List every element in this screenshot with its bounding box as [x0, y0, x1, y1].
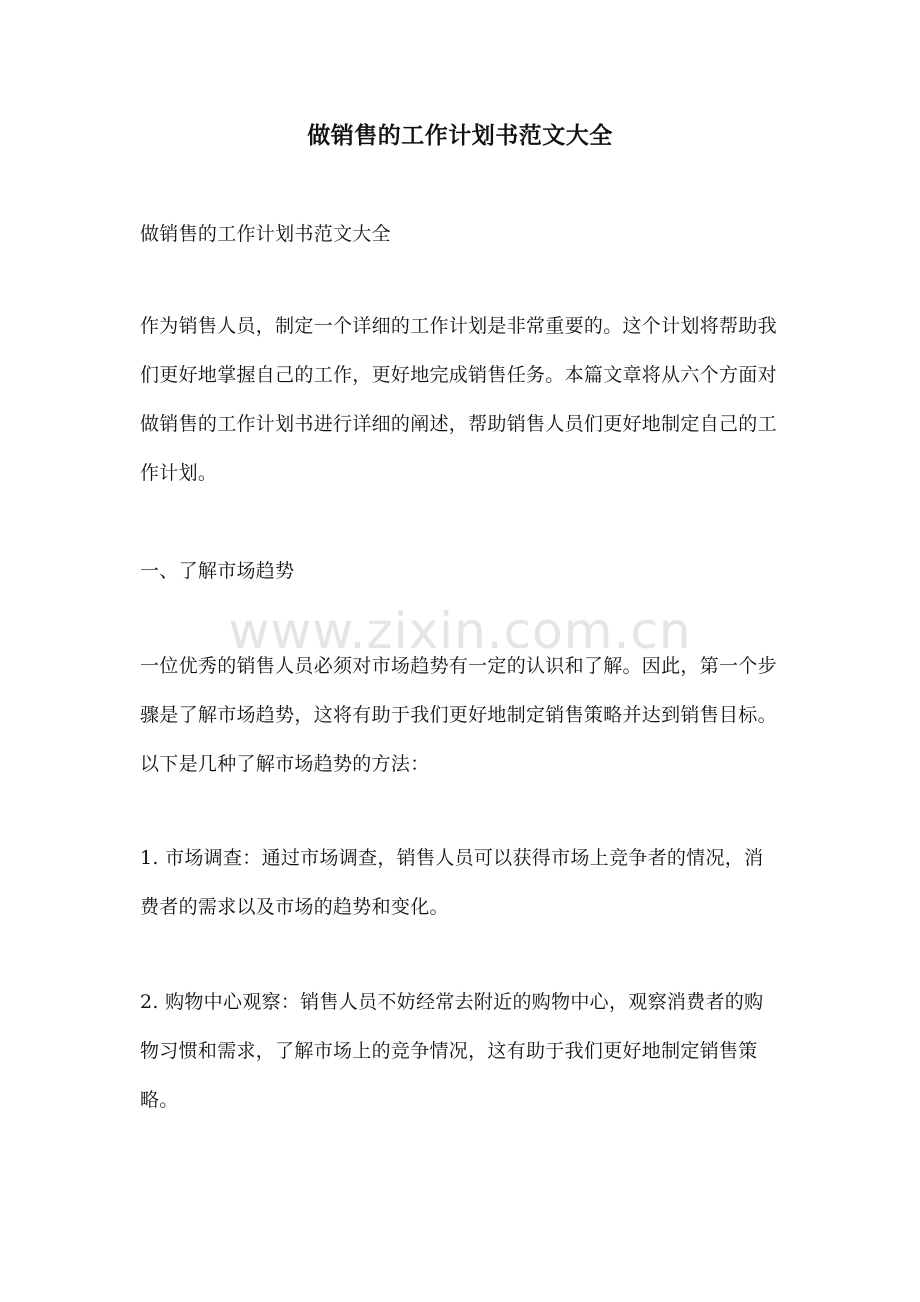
intro-paragraph: 作为销售人员，制定一个详细的工作计划是非常重要的。这个计划将帮助我们更好地掌握自己的工作，更好地完成销售任务。本篇文章将从六个方面对做销售的工作计划书进行详细的阐述，帮助销售人员们更好地制定自己的工作计划。: [140, 315, 777, 484]
page-title: 做销售的工作计划书范文大全: [307, 122, 613, 149]
section-heading-market-trends: 一、了解市场趋势: [140, 560, 295, 582]
watermark: www.zixin.com.cn: [228, 602, 692, 660]
list-item-market-survey: 1. 市场调查：通过市场调查，销售人员可以获得市场上竞争者的情况，消费者的需求以及市场的趋势和变化。: [140, 847, 764, 918]
list-item-mall-observation: 2. 购物中心观察：销售人员不妨经常去附近的购物中心，观察消费者的购物习惯和需求，了解市场上的竞争情况，这有助于我们更好地制定销售策略。: [140, 991, 764, 1111]
document-subtitle: 做销售的工作计划书范文大全: [140, 223, 391, 245]
market-trends-paragraph: 一位优秀的销售人员必须对市场趋势有一定的认识和了解。因此，第一个步骤是了解市场趋势，这将有助于我们更好地制定销售策略并达到销售目标。以下是几种了解市场趋势的方法：: [140, 655, 777, 775]
